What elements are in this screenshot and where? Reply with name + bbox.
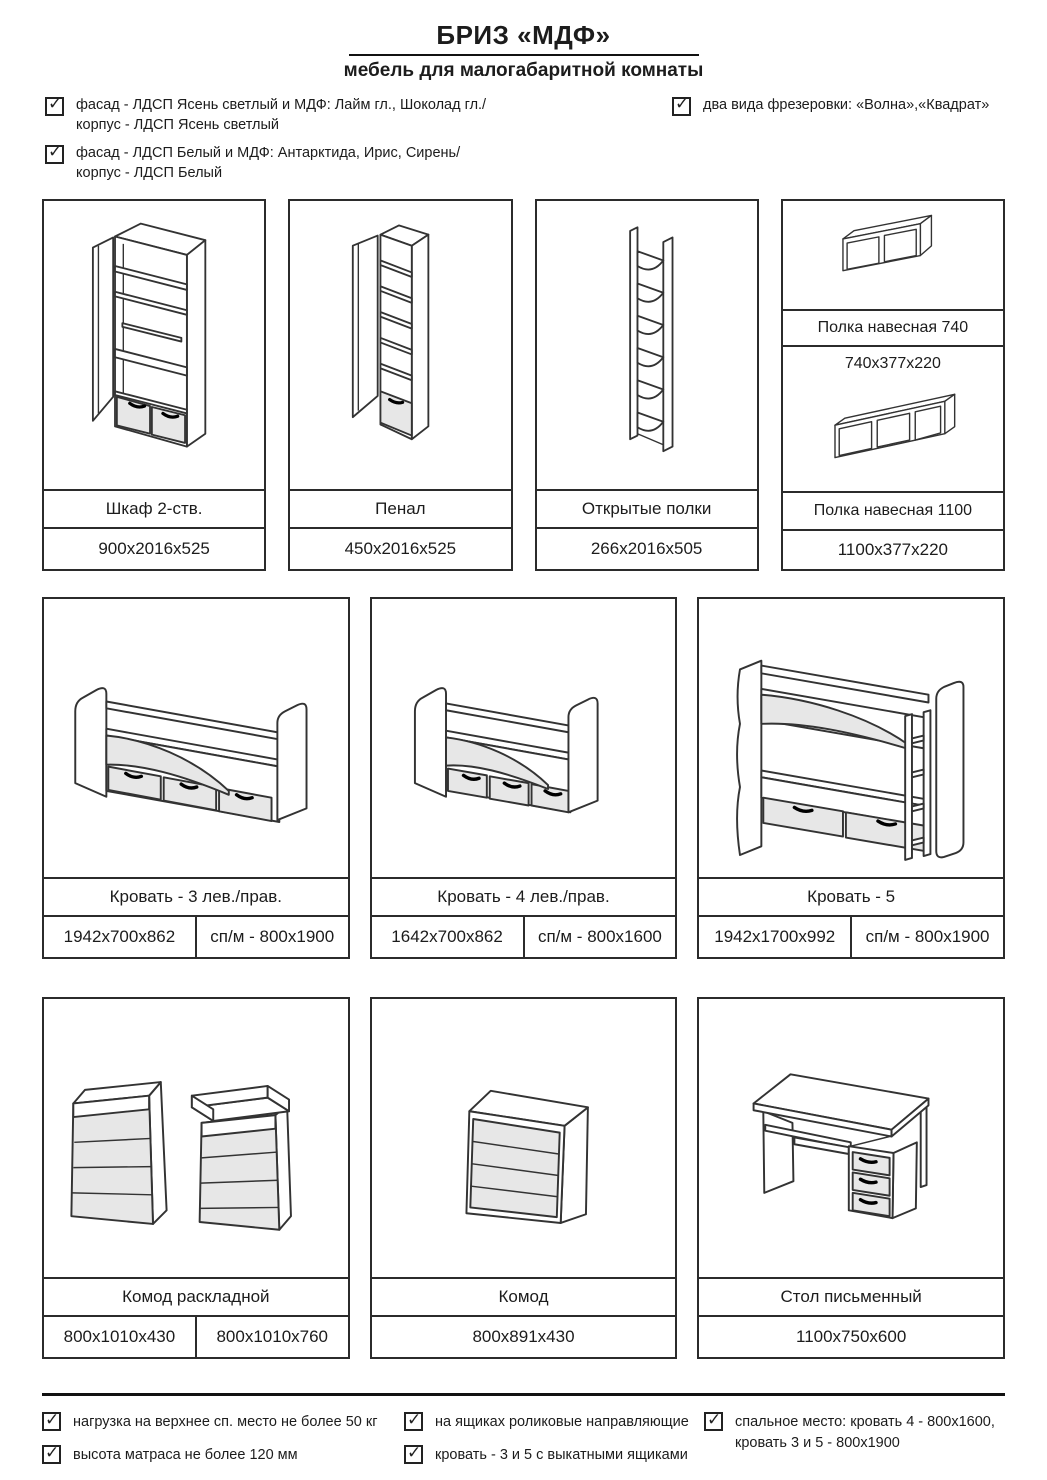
desk-drawing: [699, 999, 1003, 1277]
product-card-penal: [288, 199, 512, 571]
product-size: 900х2016х525: [44, 527, 264, 569]
product-dims: [44, 1315, 348, 1357]
product-card-krovat5: [697, 597, 1005, 959]
checkbox-checked-icon: ✓: [45, 97, 64, 116]
wall-shelf-1100-drawing: [783, 381, 1003, 491]
product-name: Полка навесная 1100: [783, 491, 1003, 529]
option-facade-yasen: [45, 96, 486, 135]
product-size: 1100х750х600: [699, 1315, 1003, 1357]
checkbox-checked-icon: ✓: [704, 1412, 723, 1431]
bed-3-drawing: [44, 599, 348, 877]
catalog-row-1: [42, 199, 1005, 571]
header: [0, 0, 1047, 82]
product-size-closed: 800х1010х430: [63, 1327, 176, 1347]
product-card-komod-raskladnoy: [42, 997, 350, 1359]
product-size: 1942х700х862: [63, 927, 176, 947]
product-name: Шкаф 2-ств.: [44, 489, 264, 527]
penal-drawing: [290, 201, 510, 489]
product-size: 800х891х430: [372, 1315, 676, 1357]
note-drawers: ✓ кровать - 3 и 5 с выкатными ящиками: [404, 1445, 704, 1465]
bed-4-drawing: [372, 599, 676, 877]
options-block: [45, 96, 1002, 183]
wardrobe-drawing: [44, 201, 264, 489]
note-rollers: ✓ на ящиках роликовые направляющие: [404, 1412, 704, 1432]
product-size-open: 800х1010х760: [195, 1317, 348, 1357]
note-load: ✓ нагрузка на верхнее сп. место не более 50 кг: [42, 1412, 404, 1432]
checkbox-checked-icon: ✓: [45, 145, 64, 164]
product-name: Кровать - 5: [699, 877, 1003, 915]
product-sleep-size: сп/м - 800х1900: [850, 917, 1003, 957]
product-sleep-size: сп/м - 800х1600: [523, 917, 676, 957]
product-size: 740х377х220: [783, 345, 1003, 381]
product-name: Открытые полки: [537, 489, 757, 527]
product-name: Комод: [372, 1277, 676, 1315]
checkbox-checked-icon: ✓: [404, 1412, 423, 1431]
note-sleep-sizes: [704, 1412, 1005, 1453]
bunk-bed-drawing: [699, 599, 1003, 877]
option-text: фасад - ЛДСП Белый и МДФ: Антарктида, Ирис, Сирень/ корпус - ЛДСП Белый: [76, 145, 461, 181]
page-subtitle: мебель для малогабаритной комнаты: [343, 60, 704, 81]
chest-drawing: [372, 999, 676, 1277]
option-milling: ✓ два вида фрезеровки: «Волна»,«Квадрат»: [672, 96, 1002, 116]
options-right: [672, 96, 1002, 183]
note-text: спальное место: кровать 4 - 800х1600, кровать 3 и 5 - 800х1900: [735, 1414, 995, 1451]
product-size: 450х2016х525: [290, 527, 510, 569]
notes-col-1: [42, 1412, 404, 1465]
product-name: Кровать - 3 лев./прав.: [44, 877, 348, 915]
option-facade-white: [45, 144, 486, 183]
product-card-krovat4: [370, 597, 678, 959]
product-dims: [699, 915, 1003, 957]
notes-col-2: [404, 1412, 704, 1465]
product-card-krovat3: [42, 597, 350, 959]
options-left: [45, 96, 486, 183]
product-card-stol: [697, 997, 1005, 1359]
checkbox-checked-icon: ✓: [672, 97, 691, 116]
wall-shelf-740-drawing: [783, 201, 1003, 309]
checkbox-checked-icon: ✓: [42, 1445, 61, 1464]
product-name: Кровать - 4 лев./прав.: [372, 877, 676, 915]
page-title: БРИЗ «МДФ»: [436, 20, 611, 50]
product-card-shkaf: [42, 199, 266, 571]
product-size: 1942х1700х992: [714, 927, 836, 947]
product-name: Стол письменный: [699, 1277, 1003, 1315]
open-shelves-drawing: [537, 201, 757, 489]
product-card-polki: [535, 199, 759, 571]
product-dims: [44, 915, 348, 957]
folding-chest-drawing: [44, 999, 348, 1277]
catalog-row-2: [42, 597, 1005, 959]
product-name: Пенал: [290, 489, 510, 527]
product-name: Полка навесная 740: [783, 309, 1003, 345]
product-size: 266х2016х505: [537, 527, 757, 569]
product-card-komod: [370, 997, 678, 1359]
notes-col-3: [704, 1412, 1005, 1465]
product-size: 1100х377х220: [783, 529, 1003, 569]
product-sleep-size: сп/м - 800х1900: [195, 917, 348, 957]
title-underline: [349, 54, 699, 56]
footer-notes: [42, 1393, 1005, 1465]
product-size: 1642х700х862: [391, 927, 503, 947]
product-name: Комод раскладной: [44, 1277, 348, 1315]
note-mattress: ✓ высота матраса не более 120 мм: [42, 1445, 404, 1465]
checkbox-checked-icon: ✓: [42, 1412, 61, 1431]
catalog-row-3: [42, 997, 1005, 1359]
checkbox-checked-icon: ✓: [404, 1445, 423, 1464]
product-dims: [372, 915, 676, 957]
option-text: фасад - ЛДСП Ясень светлый и МДФ: Лайм гл., Шоколад гл./ корпус - ЛДСП Ясень светлый: [76, 97, 487, 133]
product-card-polki-navesnye: [781, 199, 1005, 571]
